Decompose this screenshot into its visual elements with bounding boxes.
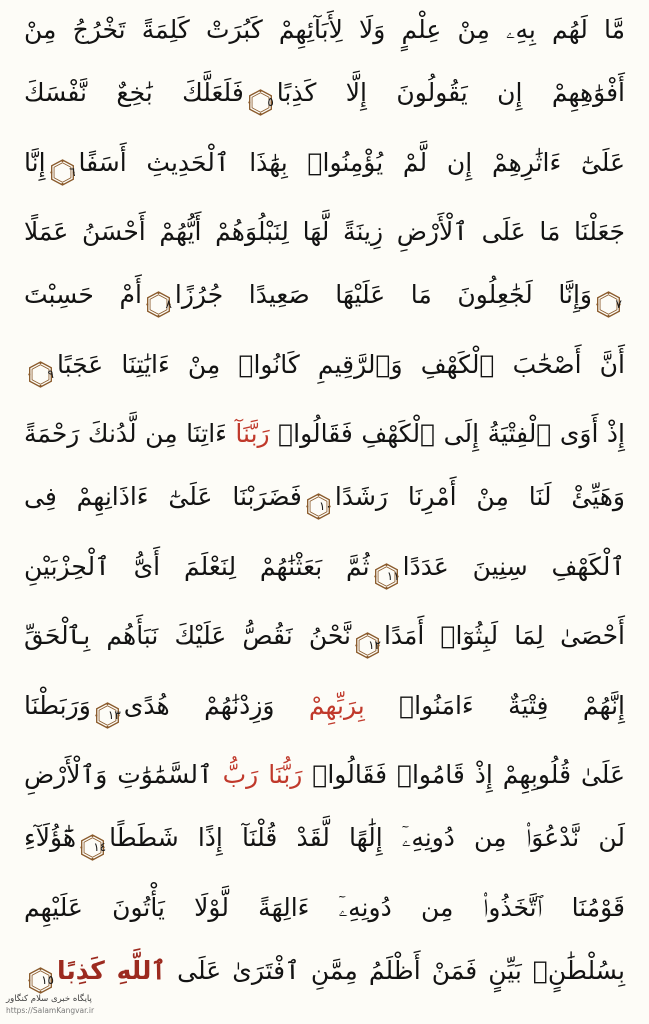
- ayah-number: ٨: [165, 297, 172, 312]
- ayah-text: ثُمَّ بَعَثْنَٰهُمْ لِنَعْلَمَ أَىُّ ٱلْحِزْبَيْنِ: [24, 551, 370, 581]
- ayah-text: لَن نَّدْعُوَا۟ مِن دُونِهِۦٓ إِلَٰهًا لَّقَدْ قُلْنَآ إِذًا شَطَطًا: [109, 823, 625, 853]
- ayah-text: فَلَعَلَّكَ بَٰخِعٌ نَّفْسَكَ: [24, 78, 244, 108]
- ayah-line: [22, 620, 627, 659]
- ayah-text: أَمْ حَسِبْتَ: [24, 280, 142, 310]
- ayah-number-marker: [79, 834, 106, 861]
- ayah-number: ١٠: [318, 499, 332, 514]
- ayah-line: [22, 551, 627, 590]
- ayah-text-accent: رَبَّنَآ: [235, 419, 270, 449]
- ayah-number-marker: [145, 291, 172, 318]
- ayah-number-marker: [49, 159, 76, 186]
- ayah-number: ١٥: [41, 972, 54, 987]
- ayah-text: إِنَّهُمْ فِتْيَةٌ ءَامَنُوا۟: [364, 690, 625, 720]
- ayah-text: إِذْ أَوَى ٱلْفِتْيَةُ إِلَى ٱلْكَهْفِ فَقَالُوا۟: [269, 419, 625, 449]
- watermark-title: پایگاه خبری سلام کنگاور: [6, 994, 92, 1005]
- ayah-text: ءَاتِنَا مِن لَّدُنكَ رَحْمَةً: [24, 419, 236, 449]
- ayah-line: [22, 77, 627, 116]
- ayah-line: [22, 418, 627, 451]
- ayah-number-marker: [305, 493, 332, 520]
- ayah-text: فَضَرَبْنَا عَلَىٰٓ ءَاذَانِهِمْ فِى: [24, 482, 302, 512]
- ayah-text-accent: رَبُّنَا رَبُّ: [222, 760, 303, 790]
- ayah-line: [22, 14, 627, 47]
- ayah-number-marker: [27, 967, 54, 994]
- ayah-text: وَزِدْنَٰهُمْ هُدًى: [123, 690, 309, 720]
- ayah-text: مَّا لَهُم بِهِۦ مِنْ عِلْمٍ وَلَا لِأَبَآئِهِمْ كَبُرَتْ كَلِمَةً تَخْرُجُ مِنْ: [24, 15, 625, 44]
- ayah-text: أَفْوَٰهِهِمْ إِن يَقُولُونَ إِلَّا كَذِبًا: [276, 78, 625, 108]
- ayah-text: أَحْصَىٰ لِمَا لَبِثُوٓا۟ أَمَدًا: [383, 621, 626, 651]
- ayah-text: وَهَيِّئْ لَنَا مِنْ أَمْرِنَا رَشَدًا: [334, 482, 625, 512]
- ayah-number-marker: [94, 702, 121, 729]
- ayah-text: قَوْمُنَا ٱتَّخَذُوا۟ مِن دُونِهِۦٓ ءَالِهَةً لَّوْلَا يَأْتُونَ عَلَيْهِم: [24, 892, 625, 922]
- ayah-text: أَنَّ أَصْحَٰبَ ٱلْكَهْفِ وَٱلرَّقِيمِ كَانُوا۟ مِنْ ءَايَٰتِنَا عَجَبًا: [57, 349, 625, 379]
- ayah-text: عَلَىٰٓ ءَاثَٰرِهِمْ إِن لَّمْ يُؤْمِنُوا۟ بِهَٰذَا ٱلْحَدِيثِ أَسَفًا: [78, 147, 625, 177]
- ayah-text: ٱلْكَهْفِ سِنِينَ عَدَدًا: [402, 551, 625, 581]
- ayah-text-accent-strong: ٱللَّهِ كَذِبًا: [57, 955, 167, 985]
- watermark-url: https://SalamKangvar.ir: [6, 1005, 95, 1015]
- ayah-number-marker: [373, 563, 400, 590]
- ayah-text: وَإِنَّا لَجَٰعِلُونَ مَا عَلَيْهَا صَعِيدًا جُرُزًا: [174, 280, 592, 310]
- ayah-text: وَرَبَطْنَا: [24, 690, 91, 720]
- ayah-line: [22, 759, 627, 792]
- ayah-number-marker: [247, 89, 274, 116]
- ayah-line: [22, 481, 627, 520]
- ayah-number: ٦: [69, 164, 76, 179]
- ayah-line: [22, 955, 627, 994]
- ayah-number: ١٣: [107, 707, 121, 722]
- ayah-text: ٱلسَّمَٰوَٰتِ وَٱلْأَرْضِ: [24, 760, 223, 790]
- ayah-text-accent: بِرَبِّهِمْ: [308, 690, 365, 720]
- ayah-number-marker: [595, 291, 622, 318]
- ayah-number: ١٢: [368, 638, 381, 653]
- ayah-text: بِسُلْطَٰنٍۭ بَيِّنٍ فَمَنْ أَظْلَمُ مِمَّنِ ٱفْتَرَىٰ عَلَى: [166, 955, 626, 985]
- ayah-number: ٩: [47, 366, 54, 381]
- ayah-text: إِنَّا: [24, 147, 46, 177]
- watermark: [6, 994, 94, 1016]
- ayah-line: [22, 349, 627, 388]
- ayah-line: [22, 892, 627, 925]
- ayah-text: عَلَىٰ قُلُوبِهِمْ إِذْ قَامُوا۟ فَقَالُوا۟: [302, 760, 625, 790]
- ayah-number: ٧: [615, 297, 622, 312]
- ayah-number: ٥: [267, 95, 274, 110]
- ayah-number-marker: [354, 632, 381, 659]
- ayah-line: [22, 822, 627, 861]
- ayah-number-marker: [27, 361, 54, 388]
- ayah-line: [22, 690, 627, 729]
- ayah-text: نَّحْنُ نَقُصُّ عَلَيْكَ نَبَأَهُم بِٱلْحَقِّ: [24, 621, 351, 651]
- ayah-number: ١١: [386, 568, 400, 583]
- ayah-line: [22, 216, 627, 249]
- ayah-number: ١٤: [93, 840, 107, 855]
- ayah-text: هَٰٓؤُلَآءِ: [24, 823, 77, 853]
- ayah-text: جَعَلْنَا مَا عَلَى ٱلْأَرْضِ زِينَةً لَّهَا لِنَبْلُوَهُمْ أَيُّهُمْ أَحْسَنُ عَمَلًا: [24, 217, 625, 247]
- ayah-line: [22, 279, 627, 318]
- ayah-line: [22, 147, 627, 186]
